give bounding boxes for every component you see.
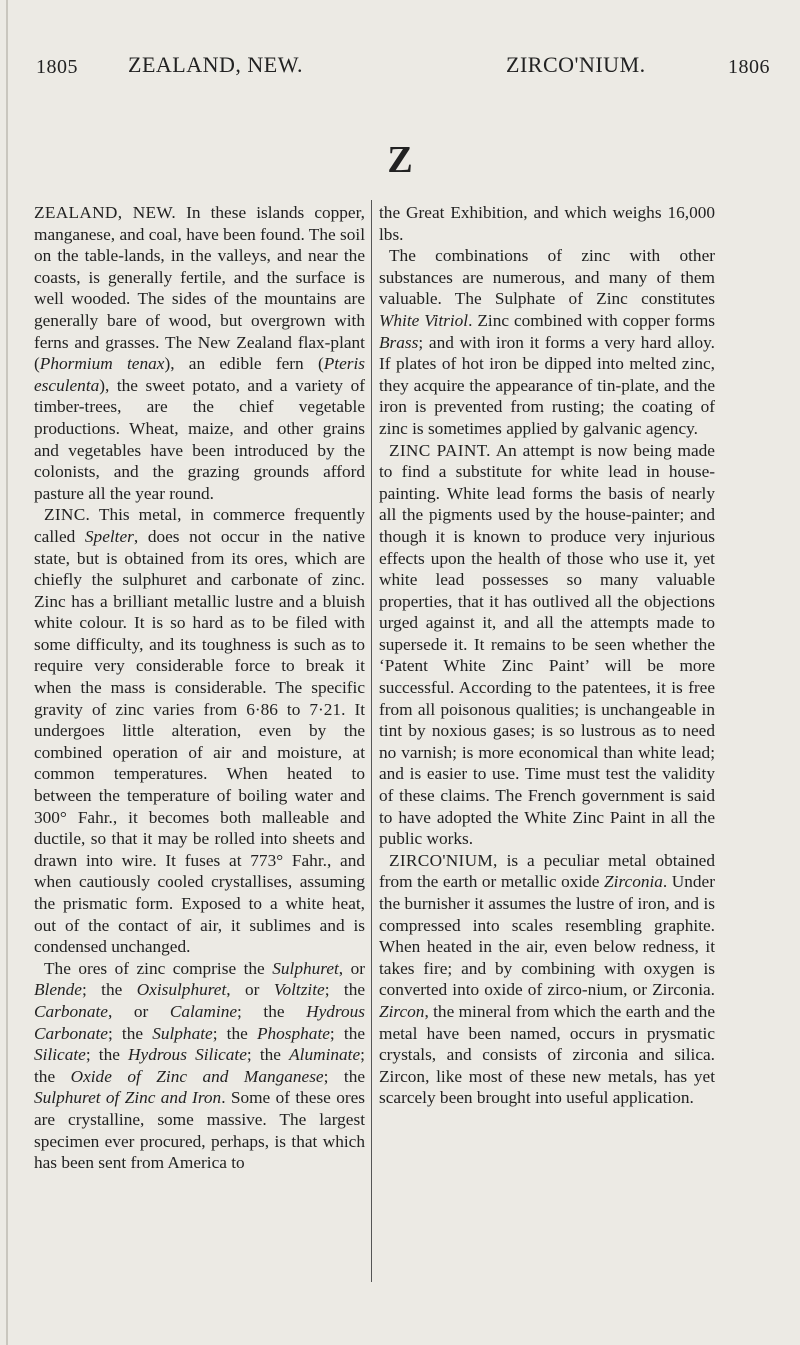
entry-text: ; the	[323, 1066, 365, 1086]
entry-text: , does not occur in the native state, but is obtained from its ores, which are chiefly the sulphuret and carbonate of zinc. Zinc has a brilliant metallic lustre and a bluish white colour. It is so hard as to be filed with some difficulty, and its toughness is such as to require very considerable force to break it when the mass is considerable. The specific gravity of zinc varies from 6·86 to 7·21. It undergoes little alteration, even by the combined operation of air and moisture, at common temperatures. When heated to between the temperature of boiling water and 300° Fahr., it becomes both malleable and ductile, so that it may be rolled into sheets and drawn into wire. It fuses at 773° Fahr., and when cautiously cooled crystallises, assuming the prismatic form. Exposed to a white heat, out of the contact of air, it sublimes and is condensed unchanged.	[34, 526, 365, 957]
entry-text: ; the	[107, 1023, 153, 1043]
entry-italic: Oxisulphuret	[136, 980, 227, 1000]
zinc-ores-paragraph	[34, 958, 365, 1174]
entry-zirconium	[379, 850, 715, 1109]
entry-text: the Great Exhibition, and which weighs 16,000 lbs.	[379, 203, 715, 244]
entry-italic: Sulphate	[152, 1023, 213, 1043]
entry-text: . Under the burnisher it assumes the lustre of iron, and is compressed into scales resembling graphite. When heated in the air, even below redness, it takes fire; and by combining with oxygen is converted into oxide of zirco-nium, or Zirconia.	[379, 872, 715, 1000]
running-header	[36, 52, 770, 92]
entry-italic: Silicate	[34, 1045, 86, 1065]
entry-italic: Sulphuret	[272, 958, 339, 978]
entry-text: ), the sweet potato, and a variety of timber-trees, are the chief vegetable productions. Wheat, maize, and other grains and vegetables have been introduced by the colonists, and the grazing grounds afford pasture all the year round.	[34, 375, 365, 503]
entry-text: The ores of zinc comprise the	[44, 958, 273, 978]
entry-text: In these islands copper, manganese, and coal, have been found. The soil on the table-lands, in the valleys, and near the coasts, is generally fertile, and the surface is well wooded. The sides of the mountains are generally bare of wood, but overgrown with ferns and grasses. The New Zealand flax-plant (	[34, 203, 365, 374]
entry-text: , or	[338, 958, 366, 978]
entry-text: The combinations of zinc with other substances are numerous, and many of them valuable. The Sulphate of Zinc constitutes	[379, 246, 715, 309]
entry-zinc-paint	[379, 440, 715, 850]
entry-italic: Aluminate	[289, 1045, 361, 1065]
entry-text: ; the	[34, 1045, 365, 1086]
continued-paragraph	[379, 202, 715, 245]
left-running-head: ZEALAND, NEW.	[128, 52, 303, 77]
entry-text: ; the	[237, 1001, 307, 1021]
right-page-number: 1806	[728, 56, 770, 78]
entry-italic: Oxide of Zinc and Manganese	[70, 1066, 324, 1086]
entry-italic: Carbonate	[34, 1001, 108, 1021]
entry-headword: ZINC.	[44, 505, 91, 525]
entry-italic: Spelter	[84, 526, 134, 546]
entry-text: . Some of these ores are crystalline, some massive. The largest specimen ever procured, perhaps, is that which has been sent from America to	[34, 1088, 365, 1173]
right-column	[379, 202, 715, 1109]
zinc-combinations-paragraph	[379, 245, 715, 439]
entry-italic: Zirconia	[604, 872, 663, 892]
entry-text: ; and with iron it forms a very hard alloy. If plates of hot iron be dipped into melted zinc, they acquire the appearance of tin-plate, and the iron is prevented from rusting; the coating of zinc is sometimes applied by galvanic agency.	[379, 332, 715, 438]
entry-italic: Phosphate	[256, 1023, 330, 1043]
entry-italic: Hydrous Silicate	[128, 1045, 247, 1065]
entry-italic: Phormium tenax	[39, 354, 165, 374]
entry-text: ; the	[246, 1045, 290, 1065]
entry-italic: Calamine	[169, 1001, 238, 1021]
entry-text: , the mineral from which the earth and the metal have been named, occurs in prysmatic crystals, and consists of zirconia and silica. Zircon, like most of these new metals, has yet scarcely been brought into useful application.	[379, 1001, 715, 1108]
entry-text: ; the	[324, 980, 366, 1000]
entry-italic: Brass	[379, 332, 419, 352]
entry-headword: ZINC PAINT.	[389, 440, 491, 460]
entry-italic: Hydrous Carbonate	[34, 1001, 365, 1043]
entry-italic: White Vitriol	[379, 310, 469, 330]
entry-italic: Pteris esculenta	[34, 354, 365, 395]
entry-text: ; the	[85, 1045, 129, 1065]
right-running-head: ZIRCO'NIUM.	[506, 52, 646, 77]
left-page-number: 1805	[36, 56, 78, 78]
entry-headword: ZEALAND, NEW.	[34, 203, 176, 222]
entry-text: ; the	[212, 1023, 257, 1043]
entry-italic: Voltzite	[273, 980, 325, 1000]
entry-text: ), an edible fern (	[164, 354, 324, 374]
entry-zealand-new	[34, 202, 365, 504]
entry-zinc	[34, 504, 365, 957]
entry-text: ; the	[329, 1023, 366, 1043]
entry-text: ; the	[81, 980, 137, 1000]
entry-italic: Sulphuret of Zinc and Iron	[34, 1088, 222, 1108]
left-column	[34, 202, 365, 1174]
entry-italic: Blende	[34, 980, 82, 1000]
entry-text: . Zinc combined with copper forms	[468, 310, 715, 330]
entry-text: , or	[226, 980, 274, 1000]
entry-italic: Zircon	[379, 1001, 425, 1021]
page-edge	[6, 0, 8, 1345]
entry-headword: ZIRCO'NIUM,	[389, 850, 498, 870]
entry-text: , or	[107, 1001, 170, 1021]
entry-text: An attempt is now being made to find a substitute for white lead in house-painting. White lead forms the basis of nearly all the pigments used by the house-painter; and though it is known to produce very injurious effects upon the health of those who use it, yet white lead possesses so many valuable properties, that it has outlived all the objections urged against it, and all the attempts made to supersede it. It remains to be seen whether the ‘Patent White Zinc Paint’ will be more successful. According to the patentees, it is free from all poisonous qualities; is unchangeable in tint by noxious gases; is so lustrous as to need no varnish; is more economical than white lead; and is easier to use. Time must test the validity of these claims. The French government is said to have adopted the White Zinc Paint in all the public works.	[379, 440, 715, 849]
entry-text: This metal, in commerce frequently called	[34, 505, 365, 546]
section-letter: Z	[387, 139, 413, 181]
entry-text: is a peculiar metal obtained from the earth or metallic oxide	[379, 850, 715, 892]
column-divider	[371, 200, 372, 1282]
